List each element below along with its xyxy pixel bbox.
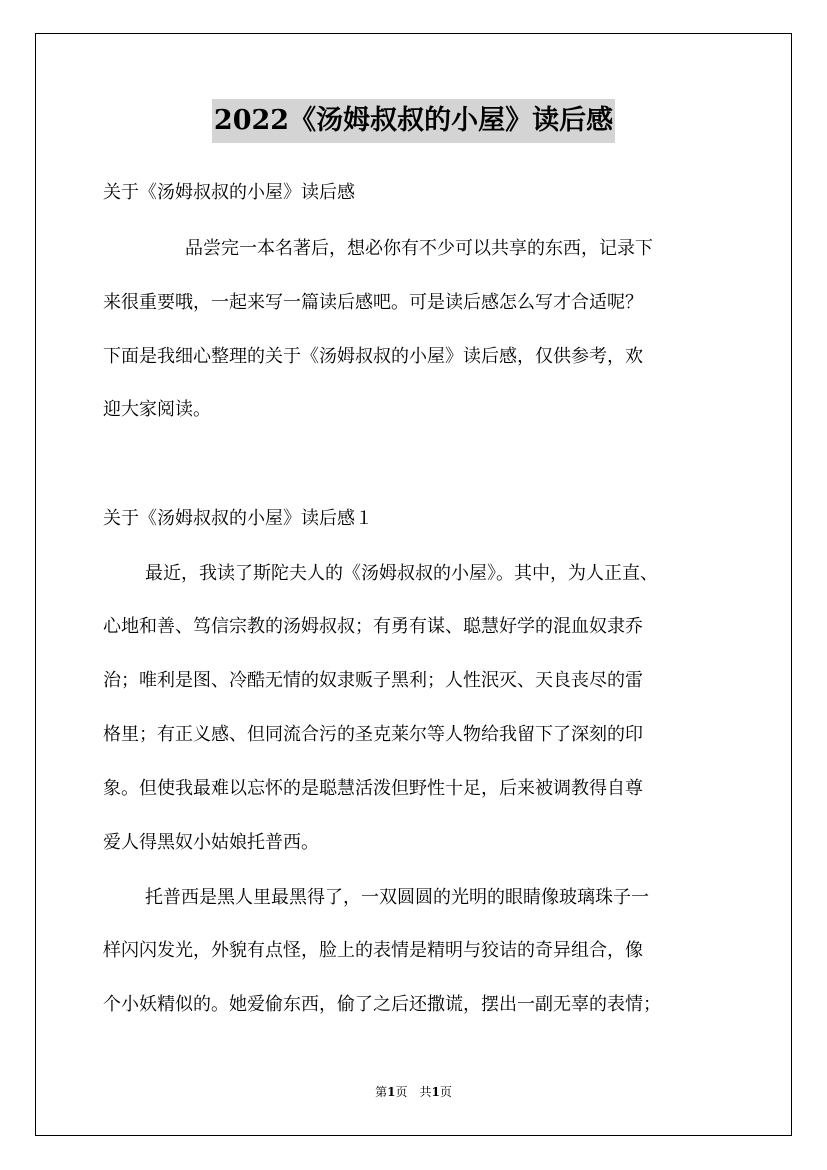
para2-line-1: 托普西是黑人里最黑得了，一双圆圆的光明的眼睛像玻璃珠子一: [145, 887, 649, 908]
footer-page-number: 1: [387, 1085, 396, 1099]
para1-line-6: 爱人得黑奴小姑娘托普西。: [103, 832, 319, 853]
page-footer: [0, 1083, 827, 1100]
footer-mid: 页 共: [395, 1085, 432, 1099]
para1-line-4: 格里；有正义感、但同流合污的圣克莱尔等人物给我留下了深刻的印: [103, 724, 643, 745]
para1-line-2: 心地和善、笃信宗教的汤姆叔叔；有勇有谋、聪慧好学的混血奴隶乔: [103, 616, 643, 637]
footer-prefix: 第: [375, 1085, 388, 1099]
para2-line-3: 个小妖精似的。她爱偷东西，偷了之后还撒谎，摆出一副无辜的表情；: [103, 994, 661, 1015]
footer-suffix: 页: [439, 1085, 452, 1099]
section-heading-1: 关于《汤姆叔叔的小屋》读后感: [103, 182, 355, 203]
para1-line-1: 最近，我读了斯陀夫人的《汤姆叔叔的小屋》。其中，为人正直、: [145, 563, 658, 584]
intro-line-1: 品尝完一本名著后，想必你有不少可以共享的东西，记录下: [185, 238, 653, 259]
intro-line-4: 迎大家阅读。: [103, 399, 211, 420]
intro-line-3: 下面是我细心整理的关于《汤姆叔叔的小屋》读后感，仅供参考，欢: [103, 346, 643, 367]
section-heading-2: 关于《汤姆叔叔的小屋》读后感１: [103, 508, 373, 529]
intro-line-2: 来很重要哦，一起来写一篇读后感吧。可是读后感怎么写才合适呢？: [103, 292, 643, 313]
document-title: 2022《汤姆叔叔的小屋》读后感: [212, 99, 615, 143]
para2-line-2: 样闪闪发光，外貌有点怪，脸上的表情是精明与狡诘的奇异组合，像: [103, 940, 643, 961]
para1-line-5: 象。但使我最难以忘怀的是聪慧活泼但野性十足，后来被调教得自尊: [103, 778, 643, 799]
footer-total-pages: 1: [431, 1085, 440, 1099]
para1-line-3: 治；唯利是图、冷酷无情的奴隶贩子黑利；人性泯灭、天良丧尽的雷: [103, 670, 643, 691]
title-container: [0, 99, 827, 143]
